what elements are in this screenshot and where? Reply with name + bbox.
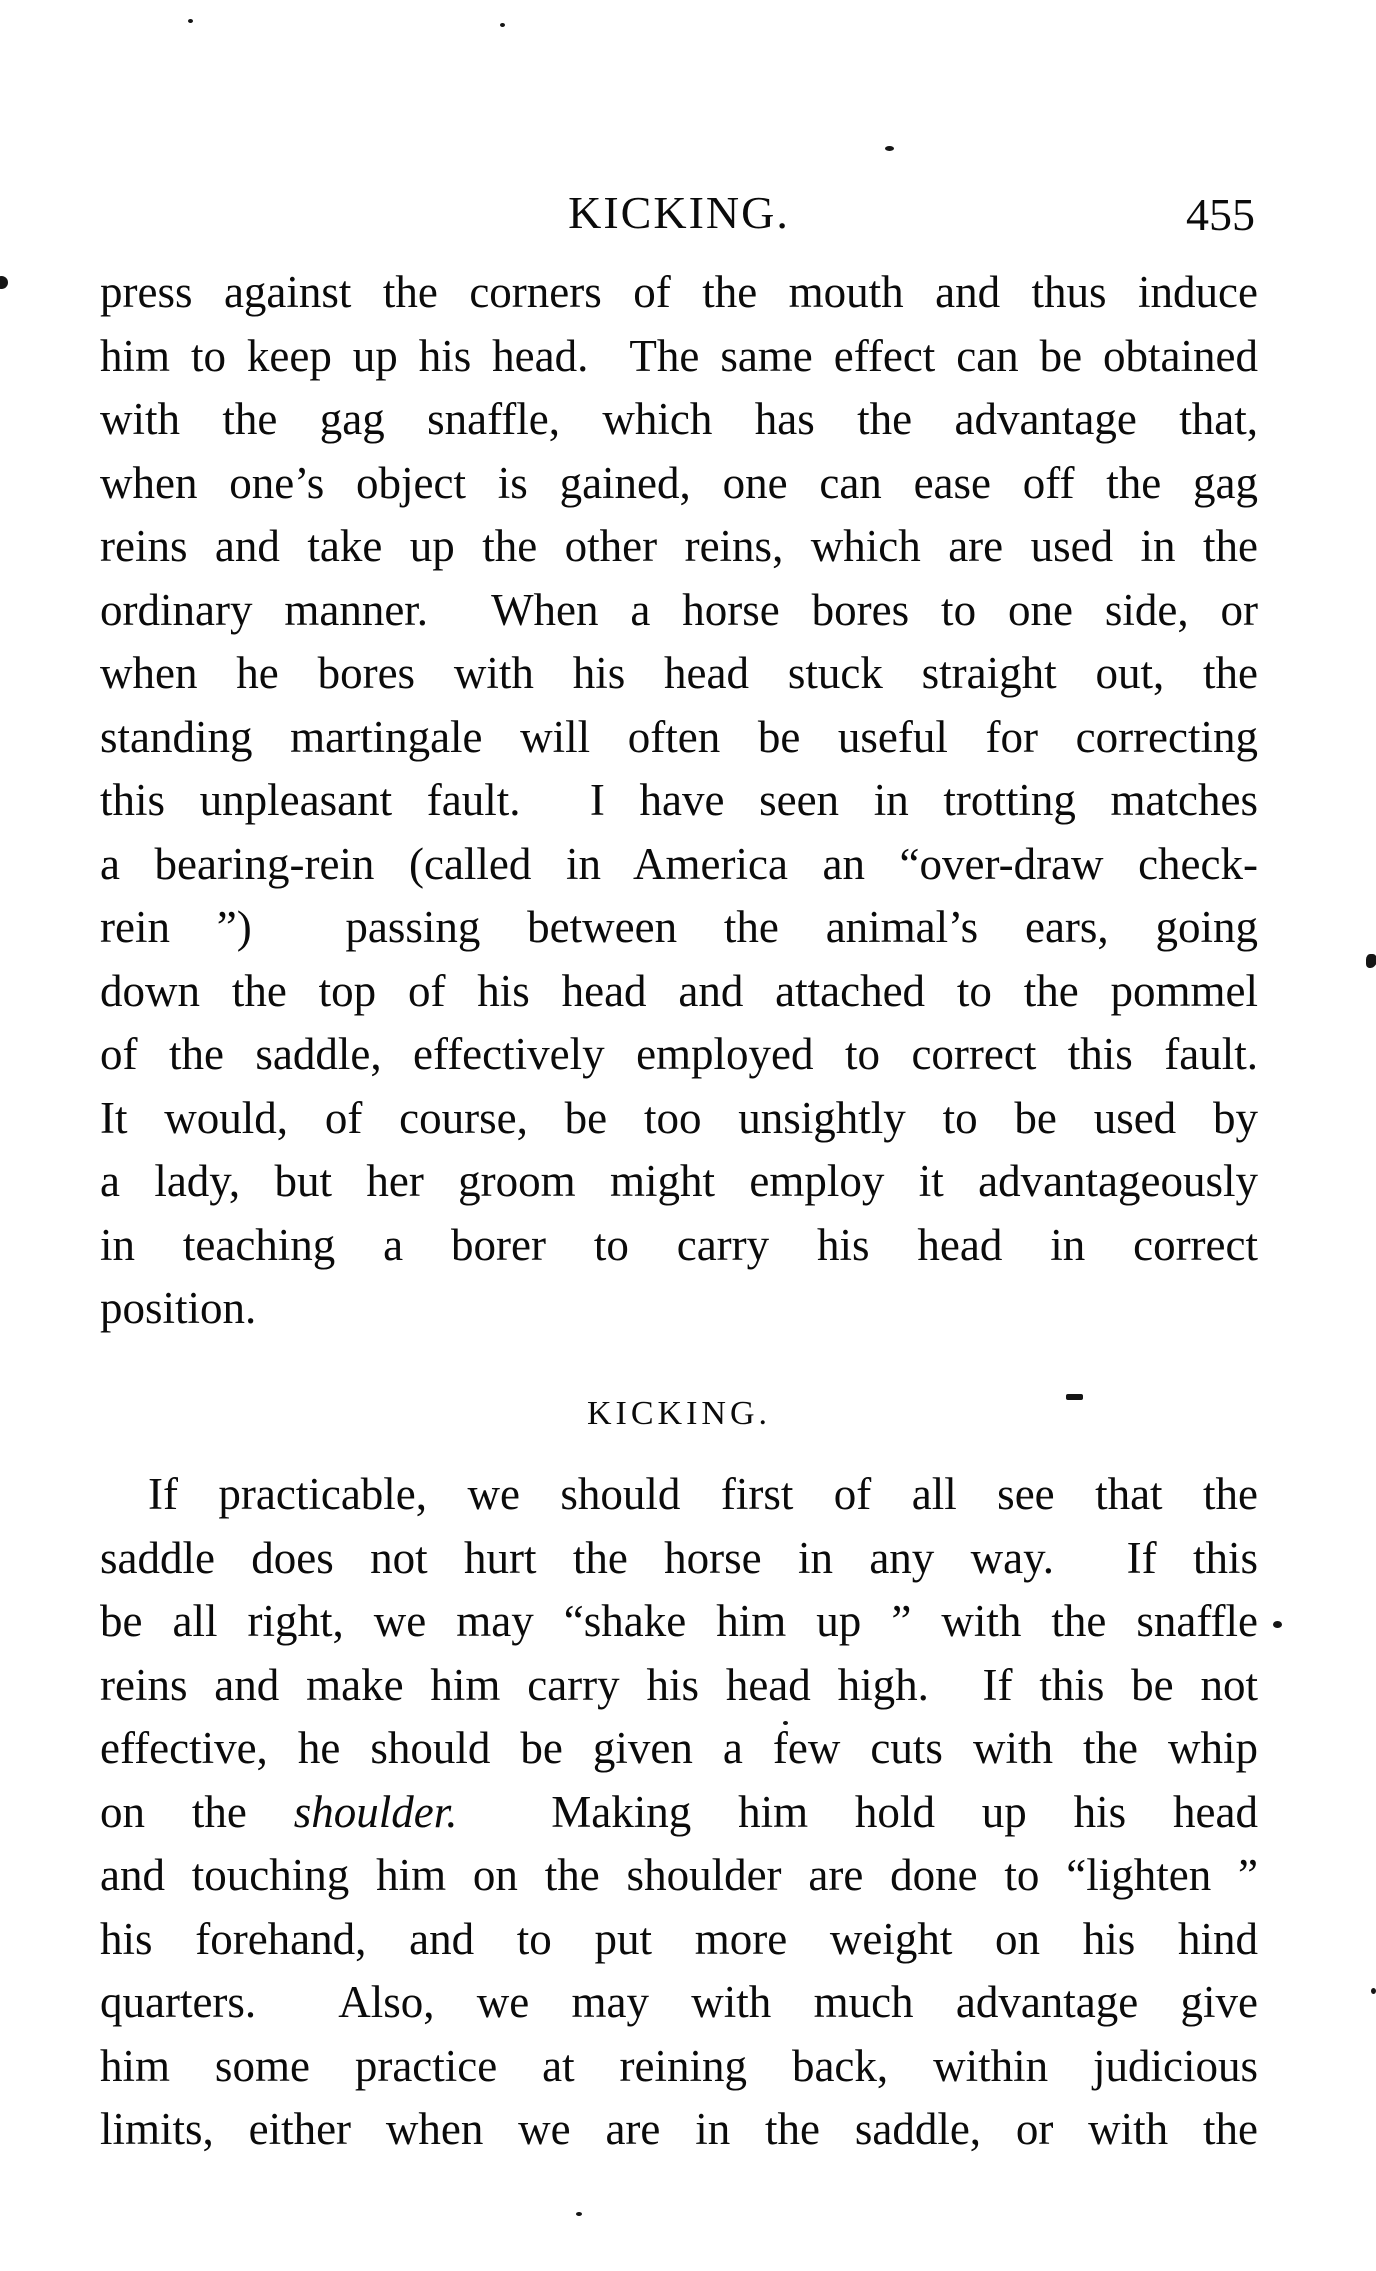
text-line: reins and make him carry his head high. If this be not [100,1659,1258,1710]
text-line: when one’s object is gained, one can ease off the gag [100,457,1258,508]
text-line-with-italic [100,1781,1258,1845]
ink-speck [188,19,193,23]
ink-speck [1366,954,1376,968]
section-heading: KICKING. [586,1395,772,1432]
ink-speck [576,2212,582,2216]
text-line: reins and take up the other reins, which are used in the [100,521,1258,571]
text-line: position. [100,1283,257,1333]
text-line: limits, either when we are in the saddle, or with the [100,2104,1258,2154]
italic-word: shoulder. [293,1786,458,1837]
text-line: If practicable, we should first of all see that the [148,1469,1258,1519]
running-header-title: KICKING. [568,187,790,238]
text-line: this unpleasant fault. I have seen in trotting matches [100,775,1258,825]
text-line: a lady, but her groom might employ it advantageously [100,1156,1258,1206]
paragraph-kicking [100,1463,1258,2162]
text-line: of the saddle, effectively employed to correct this fault. [100,1029,1258,1079]
text-line: press against the corners of the mouth and thus induce [100,267,1258,317]
text-line: him some practice at reining back, within judicious [100,2040,1258,2091]
text-line: in teaching a borer to carry his head in correct [100,1219,1258,1270]
text-segment: Making him hold up his head [457,1786,1258,1837]
text-line: when he bores with his head stuck straight out, the [100,648,1258,698]
text-line: saddle does not hurt the horse in any way. If this [100,1532,1258,1583]
text-line: a bearing-rein (called in America an “over-draw check- [100,838,1258,889]
text-line: effective, he should be given a few cuts with the whip [100,1723,1258,1773]
text-line: with the gag snaffle, which has the advantage that, [100,394,1258,444]
ink-speck [1273,1621,1282,1628]
ink-speck [0,276,8,289]
paragraph-continued [100,261,1258,1341]
text-line: rein ”) passing between the animal’s ears, going [100,902,1258,952]
text-line: down the top of his head and attached to the pommel [100,965,1258,1016]
text-segment: on the [100,1786,294,1837]
text-line: It would, of course, be too unsightly to be used by [100,1092,1258,1143]
ink-speck [885,146,894,151]
ink-speck [1371,1988,1376,1994]
text-line: be all right, we may “shake him up ” with the snaffle [100,1596,1258,1646]
ink-speck [500,23,505,27]
text-line: and touching him on the shoulder are done to “lighten ” [100,1850,1258,1900]
text-line: his forehand, and to put more weight on his hind [100,1913,1258,1964]
text-line: him to keep up his head. The same effect can be obtained [100,330,1258,381]
text-line: quarters. Also, we may with much advantage give [100,1977,1258,2027]
page-number: 455 [1186,189,1255,240]
text-line: ordinary manner. When a horse bores to one side, or [100,584,1258,635]
text-line: standing martingale will often be useful for correcting [100,711,1258,762]
